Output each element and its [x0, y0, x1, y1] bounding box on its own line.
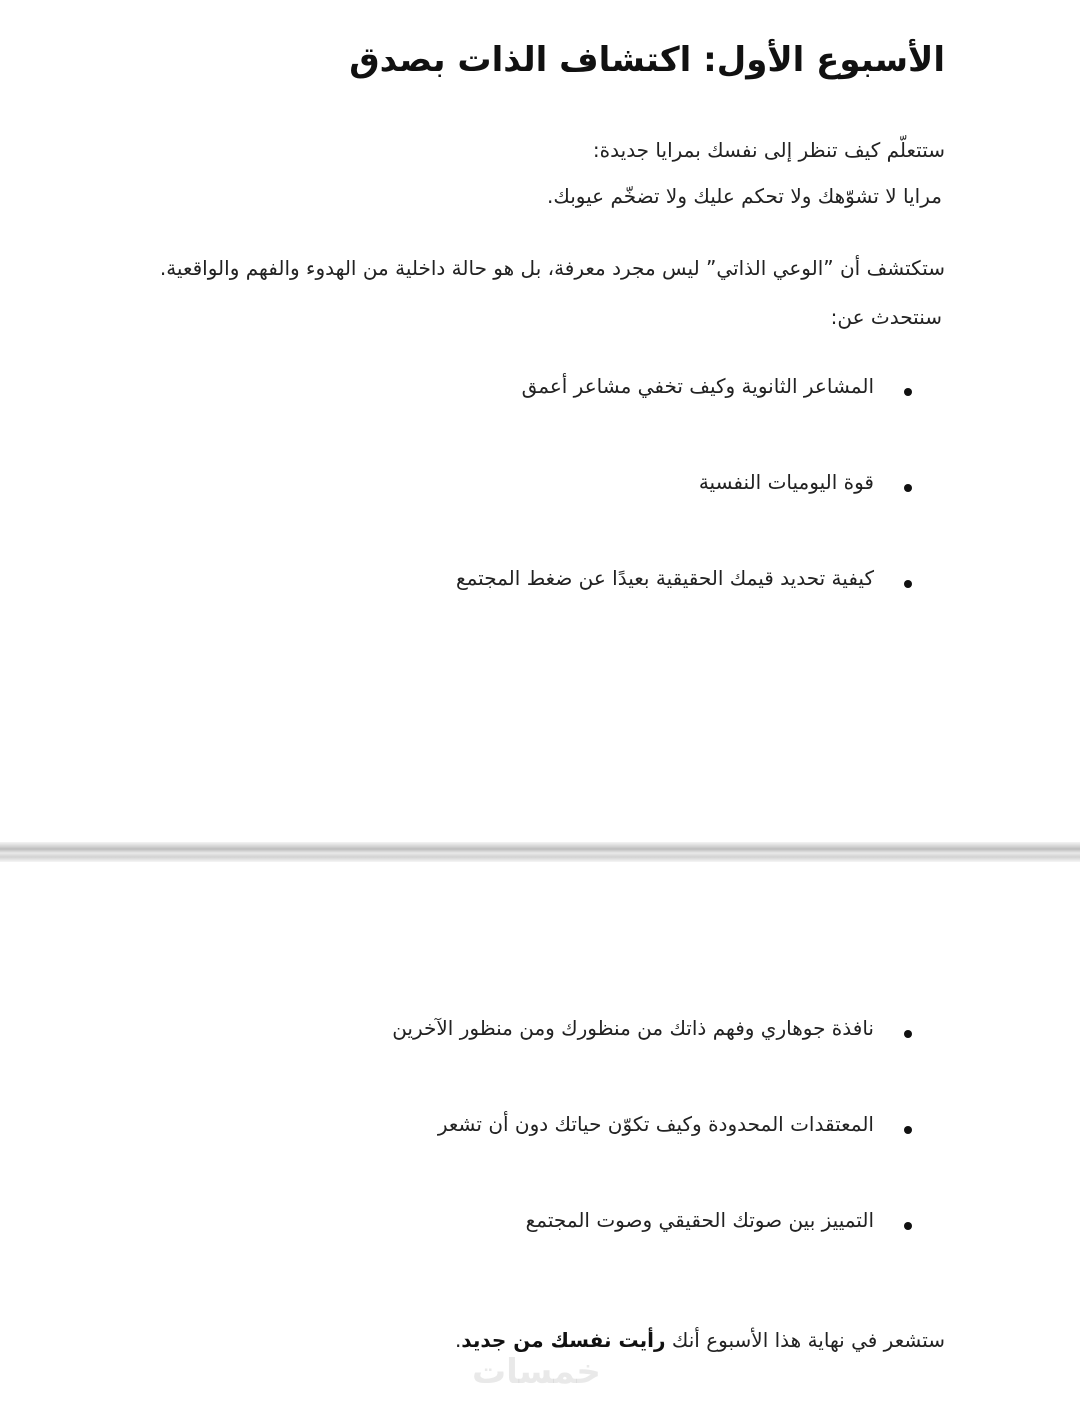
document-page-2: [0, 862, 1080, 1412]
page-divider: [0, 842, 1080, 862]
bullet-icon: [904, 484, 912, 492]
closing-emphasis: رأيت نفسك من جديد: [461, 1328, 666, 1352]
bullet-icon: [904, 580, 912, 588]
closing-sentence: [455, 1328, 945, 1352]
intro-line-2: مرايا لا تشوّهك ولا تحكم عليك ولا تضخّم عيوبك.: [547, 184, 942, 208]
intro-line-1: ستتعلّم كيف تنظر إلى نفسك بمرايا جديدة:: [592, 138, 945, 162]
list-item-text: التمييز بين صوتك الحقيقي وصوت المجتمع: [525, 1208, 874, 1232]
week-title: الأسبوع الأول: اكتشاف الذات بصدق: [349, 40, 945, 80]
list-item-text: المعتقدات المحدودة وكيف تكوّن حياتك دون أن تشعر: [437, 1112, 874, 1136]
bullet-icon: [904, 1222, 912, 1230]
watermark-logo: خمسات: [472, 1352, 601, 1392]
topics-intro: سنتحدث عن:: [830, 305, 942, 329]
bullet-icon: [904, 1126, 912, 1134]
list-item-text: كيفية تحديد قيمك الحقيقية بعيدًا عن ضغط المجتمع: [455, 566, 874, 590]
bullet-icon: [904, 1030, 912, 1038]
list-item-text: نافذة جوهاري وفهم ذاتك من منظورك ومن منظور الآخرين: [392, 1016, 874, 1040]
closing-prefix: ستشعر في نهاية هذا الأسبوع أنك: [665, 1328, 945, 1352]
list-item-text: المشاعر الثانوية وكيف تخفي مشاعر أعمق: [521, 374, 874, 398]
awareness-paragraph: ستكتشف أن ”الوعي الذاتي” ليس مجرد معرفة، بل هو حالة داخلية من الهدوء والفهم والواقعية.: [159, 256, 945, 280]
bullet-icon: [904, 388, 912, 396]
closing-suffix: .: [454, 1328, 462, 1352]
list-item-text: قوة اليوميات النفسية: [698, 470, 874, 494]
